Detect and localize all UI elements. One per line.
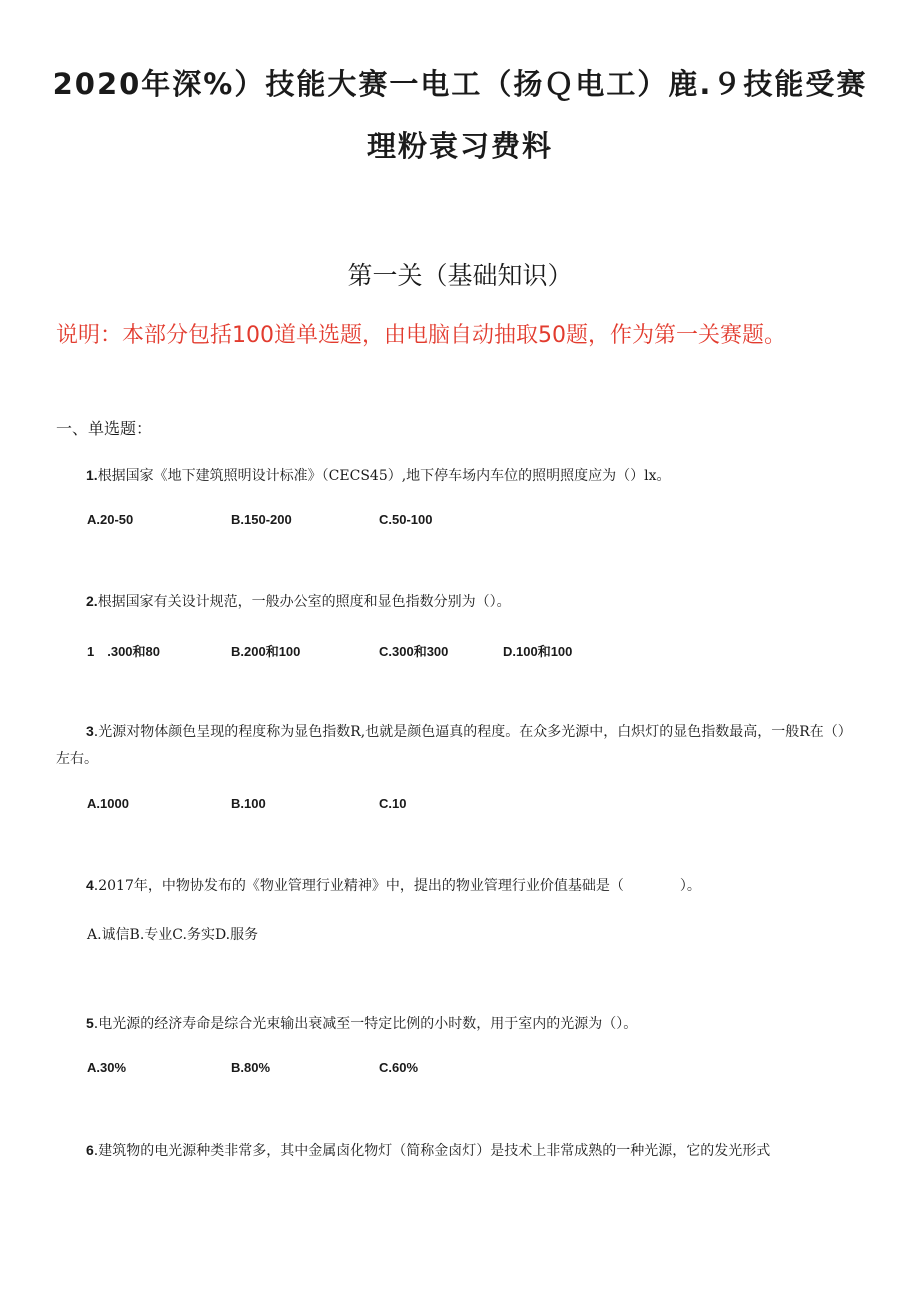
- option-b: B.200和100: [231, 644, 301, 659]
- option-b: B.80%: [231, 1060, 271, 1075]
- question-number: 3: [86, 723, 94, 739]
- section-title: 第一关（基础知识）: [347, 261, 573, 290]
- question-5: [56, 1010, 864, 1038]
- question-6: [56, 1137, 864, 1165]
- question-text: .建筑物的电光源种类非常多，其中金属卤化物灯（简称金卤灯）是技术上非常成熟的一种光源，它的发光形式: [93, 1143, 771, 1159]
- option-c: C.10: [379, 796, 407, 811]
- question-4-options: A.诚信B.专业C.务实D.服务: [87, 927, 259, 943]
- question-number: 5: [86, 1015, 94, 1031]
- question-text: .光源对物体颜色呈现的程度称为显色指数R,也就是颜色逼真的程度。在众多光源中，白炽灯的显色指数最高，一般R在（）左右。: [56, 724, 852, 767]
- question-number: 6: [86, 1142, 94, 1158]
- option-c: C.300和300: [379, 644, 449, 659]
- option-a: 1 .300和80: [87, 644, 160, 659]
- option-a: A.30%: [87, 1060, 127, 1075]
- question-text: .2017年，中物协发布的《物业管理行业精神》中，提出的物业管理行业价值基础是（ ）。: [93, 878, 701, 894]
- option-b: B.100: [231, 796, 266, 811]
- question-number: 2.: [86, 593, 98, 609]
- option-a: A.1000: [87, 796, 129, 811]
- option-a: A.20-50: [87, 512, 134, 527]
- document-title-line-1: 2020年深%）技能大赛一电工（扬Ｑ电工）鹿.９技能受赛: [52, 67, 868, 101]
- option-d: D.100和100: [503, 644, 573, 659]
- question-text: .电光源的经济寿命是综合光束输出衰减至一特定比例的小时数，用于室内的光源为（）。: [93, 1016, 638, 1032]
- question-text: 根据国家《地下建筑照明设计标准》（CECS45）,地下停车场内车位的照明照度应为（）lx。: [97, 468, 671, 484]
- question-number: 1.: [86, 467, 98, 483]
- question-4: [56, 872, 864, 900]
- document-title-line-2: 理粉袁习费料: [366, 129, 553, 163]
- option-c: C.50-100: [379, 512, 433, 527]
- question-type-heading: 一、单选题：: [56, 419, 153, 438]
- question-text: 根据国家有关设计规范，一般办公室的照度和显色指数分别为（）。: [97, 594, 511, 610]
- option-c: C.60%: [379, 1060, 419, 1075]
- question-2: [56, 588, 864, 616]
- instruction-note: 说明：本部分包括100道单选题，由电脑自动抽取50题，作为第一关赛题。: [56, 323, 786, 348]
- question-3: [56, 718, 864, 773]
- question-1: [56, 462, 864, 490]
- question-number: 4: [86, 877, 94, 893]
- option-b: B.150-200: [231, 512, 292, 527]
